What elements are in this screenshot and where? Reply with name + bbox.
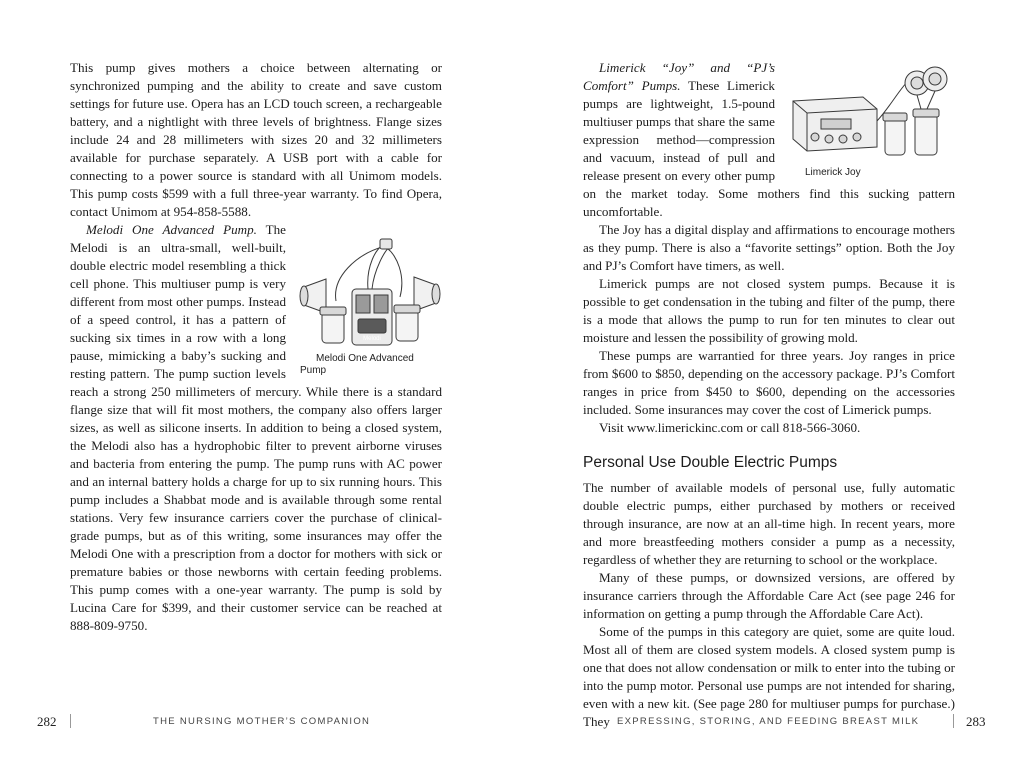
limerick-caption: Limerick Joy (805, 167, 861, 178)
joy-paragraph: The Joy has a digital display and affirmations to encourage mothers as they pump. There is also a “favorite settings” option. Both the Joy and PJ’s Comfort have timers, as well. (583, 222, 955, 273)
limerick-figure (785, 61, 955, 181)
limerick-pump-illustration (785, 61, 955, 163)
right-page (512, 0, 1024, 768)
melodi-body: The Melodi is an ultra-small, well-built, double electric model resembling a thick cell phone. This multiuser pump is very different from most other pumps. Instead of a speed control, it has a pattern of sucking six times in a row with a long pause, mimicking a baby’s sucking and resting pattern. The pump suction levels reach a strong 250 millimeters of mercury. While there is a standard flange size that will fit most mothers, the company also offers larger sizes, as well as silicone inserts. In addition to being a closed system, the Melodi also has a hydrophobic filter to prevent airborne viruses and bacteria from entering the pump. The pump runs with AC power and an internal battery holds a charge for up to six running hours. This pump includes a Shabbat mode and is available through some rental stations. Very few insurance carriers cover the purchase of clinical-grade pumps, but as of this writing, some insurances may offer the Melodi One with a prescription from a doctor for mothers with sick or premature babies or those newborns with certain feeding problems. This pump comes with a one-year warranty. The pump is sold by Lucina Care for $399, and their customer service can be reached at 888-809-9750. (70, 222, 442, 633)
visit-paragraph: Visit www.limerickinc.com or call 818-566-3060. (599, 420, 861, 435)
personal-use-paragraph-2: Many of these pumps, or downsized versions, are offered by insurance carriers through the Affordable Care Act (see page 246 for information on getting a pump through the Affordable Care Act). (583, 570, 955, 621)
melodi-figure (296, 227, 442, 376)
right-page-number: 283 (966, 714, 986, 729)
melodi-paragraph (70, 221, 442, 635)
limerick-body: These Limerick pumps are lightweight, 1.5-pound multiuser pumps that share the same expression method—compression and vacuum, instead of pull and release present on every other pump on the market today. Some mothers find this sucking pattern uncomfortable. (583, 78, 955, 219)
personal-use-paragraph-1: The number of available models of personal use, fully automatic double electric pumps, either purchased by mothers or received through insurance, are now at an all-time high. In recent years, more and more breastfeeding mothers consider a pump as a necessity, regardless of whether they are returning to school or the workplace. (583, 480, 955, 567)
limerick-heading: Limerick “Joy” and “PJ’s Comfort” Pumps. (583, 60, 775, 93)
melodi-pump-illustration (296, 227, 442, 351)
right-text-column (583, 59, 955, 731)
right-folio-divider (953, 714, 954, 728)
left-folio-divider (70, 714, 71, 728)
closed-system-paragraph: Limerick pumps are not closed system pumps. Because it is possible to get condensation in the tubing and filter of the pump, there is a mode that allows the pump to run for ten minutes to clear out moisture and lessen the possibility of growing mold. (583, 276, 955, 345)
device-brand-label: Melodi (363, 336, 381, 342)
section-heading: Personal Use Double Electric Pumps (583, 454, 838, 471)
warranty-paragraph: These pumps are warrantied for three years. Joy ranges in price from $600 to $850, depending on the accessory package. PJ’s Comfort ranges in price from $450 to $600, depending on the accessories included. Some insurances may cover the cost of Limerick pumps. (583, 348, 955, 417)
melodi-caption: Melodi One Advanced Pump (300, 353, 414, 376)
opera-paragraph: This pump gives mothers a choice between alternating or synchronized pumping and the ability to create and save custom settings for future use. Opera has an LCD touch screen, a rechargeable battery, and a nightlight with three levels of brightness. Flange sizes include 24 and 28 millimeters with sizes 20 and 32 millimeters available for purchase separately. A USB port with a cable for connecting to a power source is standard with all Unimom models. This pump costs $599 with a full three-year warranty. To find Opera, contact Unimom at 954-858-5588. (70, 60, 442, 219)
left-text-column (70, 59, 442, 635)
melodi-heading: Melodi One Advanced Pump. (86, 222, 257, 237)
right-running-head: EXPRESSING, STORING, AND FEEDING BREAST MILK (617, 716, 920, 727)
left-running-head: THE NURSING MOTHER’S COMPANION (153, 716, 371, 727)
left-page-number: 282 (37, 714, 57, 729)
limerick-paragraph (583, 59, 955, 221)
personal-use-paragraph-3: Some of the pumps in this category are quiet, some are quite loud. Most all of them are closed system models. A closed system pump is one that does not allow condensation or milk to enter into the tubing or into the pump motor. Personal use pumps are not intended for sharing, even with a new kit. (See page 280 for multiuser pumps for purchase.) They (583, 624, 956, 729)
